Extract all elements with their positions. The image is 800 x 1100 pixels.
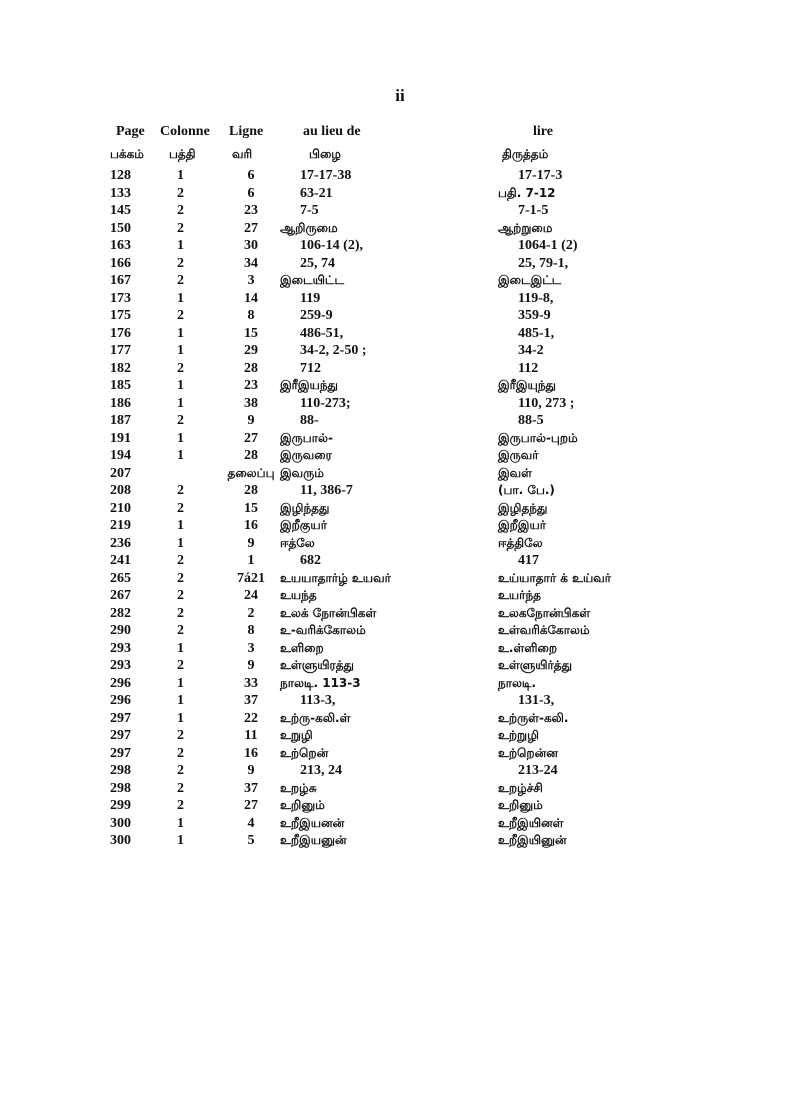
table-row: [0, 518, 800, 536]
row-column: 1: [177, 448, 184, 463]
row-error: 34-2, 2-50 ;: [300, 343, 367, 358]
row-column: 2: [177, 500, 184, 516]
row-correction: இடைஇட்ட: [498, 273, 562, 287]
row-correction: இருபால்-புறம்: [498, 430, 578, 445]
row-error: இடையிட்ட: [280, 273, 344, 287]
row-error: இறீகுயர்: [280, 518, 327, 532]
row-correction: உள்வரிக்கோலம்: [498, 623, 590, 637]
row-line: 27: [244, 430, 258, 446]
table-row: [0, 431, 800, 449]
row-page: 290: [110, 623, 131, 638]
table-row: [0, 623, 800, 641]
row-page: 176: [110, 325, 131, 341]
table-row: [0, 466, 800, 484]
row-correction: 7-1-5: [518, 203, 549, 218]
table-row: [0, 553, 800, 571]
table-row: [0, 308, 800, 326]
row-error: 11, 386-7: [300, 483, 353, 498]
table-row: [0, 343, 800, 361]
row-page: 298: [110, 780, 131, 796]
row-line: 28: [244, 483, 258, 498]
table-row: [0, 763, 800, 781]
row-page: 191: [110, 430, 131, 446]
row-page: 265: [110, 570, 131, 586]
row-page: 208: [110, 483, 131, 498]
row-column: 1: [177, 378, 184, 393]
row-line: 9: [247, 763, 255, 778]
row-column: 2: [177, 605, 184, 621]
row-error: இரீஇயந்து: [280, 378, 338, 392]
row-correction: 25, 79-1,: [518, 255, 569, 271]
row-column: 1: [177, 325, 184, 341]
row-line: 3: [247, 273, 255, 288]
table-row: [0, 711, 800, 729]
header-colonne: Colonne: [160, 124, 210, 139]
row-line: 16: [244, 745, 258, 761]
row-line: 6: [247, 168, 255, 183]
header-au-lieu-de-ta: பிழை: [309, 147, 341, 161]
row-line: 16: [244, 518, 258, 533]
row-column: 1: [177, 710, 184, 726]
row-page: 293: [110, 658, 131, 673]
row-correction: 119-8,: [518, 290, 554, 306]
row-correction: இறீஇயர்: [498, 518, 547, 532]
row-page: 297: [110, 728, 131, 743]
table-row: [0, 291, 800, 309]
row-page: 177: [110, 343, 131, 358]
table-row: [0, 483, 800, 501]
row-line: 22: [244, 710, 258, 726]
table-row: [0, 326, 800, 344]
row-error: உளிறை: [280, 640, 324, 655]
row-page: 297: [110, 745, 131, 761]
row-column: 2: [177, 570, 184, 586]
row-column: 2: [177, 203, 184, 218]
row-correction: ஆற்றுமை: [498, 220, 553, 235]
row-error: 486-51,: [300, 325, 344, 341]
table-row: [0, 641, 800, 659]
row-line: 33: [244, 675, 258, 691]
row-line: 2: [247, 605, 255, 621]
row-page: 282: [110, 605, 131, 621]
row-page: 173: [110, 290, 131, 306]
row-line: 8: [247, 308, 255, 323]
row-correction: உய்யாதார் க் உய்வர்: [498, 570, 612, 585]
row-line: 15: [244, 500, 258, 516]
table-row: [0, 203, 800, 221]
header-au-lieu-de: au lieu de: [303, 124, 361, 139]
header-page-ta: பக்கம்: [110, 147, 144, 161]
row-error: உள்ளுயிரத்து: [280, 658, 354, 672]
row-error: உறுழி: [280, 728, 313, 742]
row-column: 1: [177, 640, 184, 656]
table-row: [0, 781, 800, 799]
row-column: 2: [177, 763, 184, 778]
row-line: 34: [244, 255, 258, 271]
row-column: 1: [177, 693, 184, 708]
table-row: [0, 588, 800, 606]
row-line: 29: [244, 343, 258, 358]
row-error: உ-வரிக்கோலம்: [280, 623, 366, 637]
row-error: 712: [300, 360, 321, 376]
row-line: 9: [247, 413, 255, 428]
table-row: [0, 186, 800, 204]
row-page: 298: [110, 763, 131, 778]
row-correction: இவள்: [498, 465, 532, 480]
row-column: 2: [177, 220, 184, 236]
row-correction: உயர்ந்த: [498, 588, 541, 602]
row-correction: உறீஇயினுன்: [498, 833, 567, 847]
row-column: 2: [177, 273, 184, 288]
row-correction: 359-9: [518, 308, 551, 323]
row-correction: நாலடி.: [498, 675, 537, 690]
row-line: 23: [244, 378, 258, 393]
row-line: 23: [244, 203, 258, 218]
row-column: 1: [177, 168, 184, 183]
row-error: இருவரை: [280, 448, 332, 462]
row-column: 2: [177, 413, 184, 428]
table-row: [0, 658, 800, 676]
row-column: 1: [177, 290, 184, 306]
row-column: 1: [177, 238, 184, 253]
row-page: 194: [110, 448, 131, 463]
row-correction: உள்ளுயிர்த்து: [498, 658, 573, 672]
row-page: 296: [110, 675, 131, 691]
row-column: 2: [177, 308, 184, 323]
row-correction: உற்றென்ன: [498, 745, 558, 760]
row-correction: உலகநோன்பிகள்: [498, 605, 591, 620]
row-error: 682: [300, 553, 321, 568]
row-page: 163: [110, 238, 131, 253]
row-correction: உ.ள்ளிறை: [498, 640, 558, 655]
row-error: 7-5: [300, 203, 319, 218]
row-correction: 1064-1 (2): [518, 238, 578, 253]
row-line: 9: [247, 535, 255, 551]
row-error: 25, 74: [300, 255, 335, 271]
row-page: 187: [110, 413, 131, 428]
row-page: 175: [110, 308, 131, 323]
row-line: 27: [244, 798, 258, 813]
page-number: ii: [395, 86, 405, 105]
row-page: 207: [110, 465, 131, 481]
row-line: 5: [247, 833, 255, 848]
table-row: [0, 693, 800, 711]
row-line: 37: [244, 780, 258, 796]
row-error: உறீஇயனன்: [280, 815, 345, 830]
row-page: 219: [110, 518, 131, 533]
row-page: 300: [110, 815, 131, 831]
row-line: 28: [244, 360, 258, 376]
row-column: 2: [177, 185, 184, 201]
row-error: உறினும்: [280, 798, 325, 812]
row-column: 1: [177, 675, 184, 691]
row-column: 2: [177, 658, 184, 673]
row-column: 1: [177, 833, 184, 848]
table-row: [0, 378, 800, 396]
row-error: 17-17-38: [300, 168, 352, 183]
row-page: 145: [110, 203, 131, 218]
row-correction: 485-1,: [518, 325, 555, 341]
header-ligne: Ligne: [229, 124, 264, 139]
row-error: ஆறிருமை: [280, 220, 338, 235]
row-correction: இழிதந்து: [498, 500, 548, 515]
table-row: [0, 606, 800, 624]
row-correction: உற்ருள்-கலி.: [498, 710, 569, 725]
row-correction: 213-24: [518, 763, 558, 778]
row-error: 213, 24: [300, 763, 342, 778]
row-page: 267: [110, 588, 131, 603]
table-row: [0, 168, 800, 186]
row-column: 1: [177, 343, 184, 358]
row-error: 259-9: [300, 308, 333, 323]
table-row: [0, 273, 800, 291]
row-column: 2: [177, 360, 184, 376]
row-correction: இரீஇயுந்து: [498, 378, 556, 392]
row-line: 27: [244, 220, 258, 236]
row-error: 113-3,: [300, 693, 336, 708]
row-line: 1: [247, 553, 255, 568]
row-line: 38: [244, 395, 258, 411]
row-error: உலக் நோன்பிகள்: [280, 605, 377, 620]
header-ligne-ta: வரி: [232, 147, 253, 161]
row-column: 2: [177, 798, 184, 813]
row-page: 293: [110, 640, 131, 656]
row-line: 30: [244, 238, 258, 253]
row-page: 296: [110, 693, 131, 708]
row-column: 1: [177, 535, 184, 551]
row-error: உயயாதார்ழ் உயவர்: [280, 570, 391, 585]
row-page: 210: [110, 500, 131, 516]
row-column: 2: [177, 483, 184, 498]
table-row: [0, 396, 800, 414]
table-row: [0, 816, 800, 834]
row-column: 2: [177, 745, 184, 761]
table-row: [0, 798, 800, 816]
row-line: 28: [244, 448, 258, 463]
table-row: [0, 238, 800, 256]
table-row: [0, 728, 800, 746]
row-line: 37: [244, 693, 258, 708]
row-correction: உறழ்ச்சி: [498, 780, 543, 795]
row-page: 167: [110, 273, 131, 288]
header-lire-ta: திருத்தம்: [502, 147, 549, 161]
row-error: உற்ரு-கலி.ள்: [280, 710, 351, 725]
row-page: 297: [110, 710, 131, 726]
row-error: 110-273;: [300, 395, 351, 411]
row-error: உறழ்சு: [280, 780, 317, 795]
row-column: 1: [177, 395, 184, 411]
row-page: 128: [110, 168, 131, 183]
row-column: 2: [177, 553, 184, 568]
row-column: 1: [177, 518, 184, 533]
row-page: 300: [110, 833, 131, 848]
row-error: இவரும்: [280, 465, 324, 480]
table-row: [0, 221, 800, 239]
row-error: உற்றென்: [280, 745, 329, 760]
row-page: 236: [110, 535, 131, 551]
table-row: [0, 536, 800, 554]
row-correction: உறினும்: [498, 798, 543, 812]
header-lire: lire: [533, 124, 553, 139]
table-row: [0, 361, 800, 379]
table-row: [0, 448, 800, 466]
row-correction: ஈத்திலே: [498, 535, 543, 550]
row-correction: இருவர்: [498, 448, 539, 462]
row-page: 186: [110, 395, 131, 411]
row-line: 3: [247, 640, 255, 656]
row-page: 150: [110, 220, 131, 236]
row-correction: (பா. பே.): [498, 483, 555, 497]
row-error: 88-: [300, 413, 319, 428]
table-row: [0, 501, 800, 519]
errata-table: [0, 168, 800, 851]
table-row: [0, 676, 800, 694]
row-line: 15: [244, 325, 258, 341]
row-error: இருபால்-: [280, 430, 333, 445]
row-correction: 110, 273 ;: [518, 395, 575, 411]
row-page: 185: [110, 378, 131, 393]
table-row: [0, 571, 800, 589]
header-colonne-ta: பத்தி: [169, 147, 196, 161]
row-column: 2: [177, 728, 184, 743]
row-line: 8: [247, 623, 255, 638]
row-page: 182: [110, 360, 131, 376]
row-error: நாலடி. 113-3: [280, 675, 361, 690]
row-column: 2: [177, 588, 184, 603]
row-line: தலைப்பு: [227, 465, 275, 480]
row-correction: 88-5: [518, 413, 544, 428]
row-correction: 34-2: [518, 343, 544, 358]
row-correction: 131-3,: [518, 693, 555, 708]
row-page: 133: [110, 185, 131, 201]
row-line: 14: [244, 290, 258, 306]
row-line: 6: [247, 185, 255, 201]
row-line: 9: [247, 658, 255, 673]
row-column: 2: [177, 623, 184, 638]
table-row: [0, 746, 800, 764]
row-error: 106-14 (2),: [300, 238, 363, 253]
row-column: 1: [177, 430, 184, 446]
row-page: 299: [110, 798, 131, 813]
row-correction: உறீஇயினள்: [498, 815, 564, 830]
row-page: 241: [110, 553, 131, 568]
table-row: [0, 833, 800, 851]
row-error: இழிந்தது: [280, 500, 330, 515]
row-correction: பதி. 7-12: [498, 185, 556, 200]
table-row: [0, 256, 800, 274]
row-column: 1: [177, 815, 184, 831]
row-column: 2: [177, 255, 184, 271]
row-correction: உற்றுழி: [498, 728, 539, 742]
row-error: 63-21: [300, 185, 333, 201]
table-row: [0, 413, 800, 431]
row-error: ஈத்லே: [280, 535, 315, 550]
row-error: உறீஇயனுன்: [280, 833, 347, 847]
row-error: 119: [300, 290, 321, 306]
row-line: 4: [247, 815, 255, 831]
row-correction: 17-17-3: [518, 168, 563, 183]
row-error: உயந்த: [280, 588, 317, 602]
row-line: 24: [244, 588, 258, 603]
row-line: 7á21: [237, 570, 265, 586]
row-page: 166: [110, 255, 131, 271]
row-correction: 112: [518, 360, 539, 376]
row-correction: 417: [518, 553, 539, 568]
row-line: 11: [244, 728, 258, 743]
row-column: 2: [177, 780, 184, 796]
header-page: Page: [116, 124, 145, 139]
